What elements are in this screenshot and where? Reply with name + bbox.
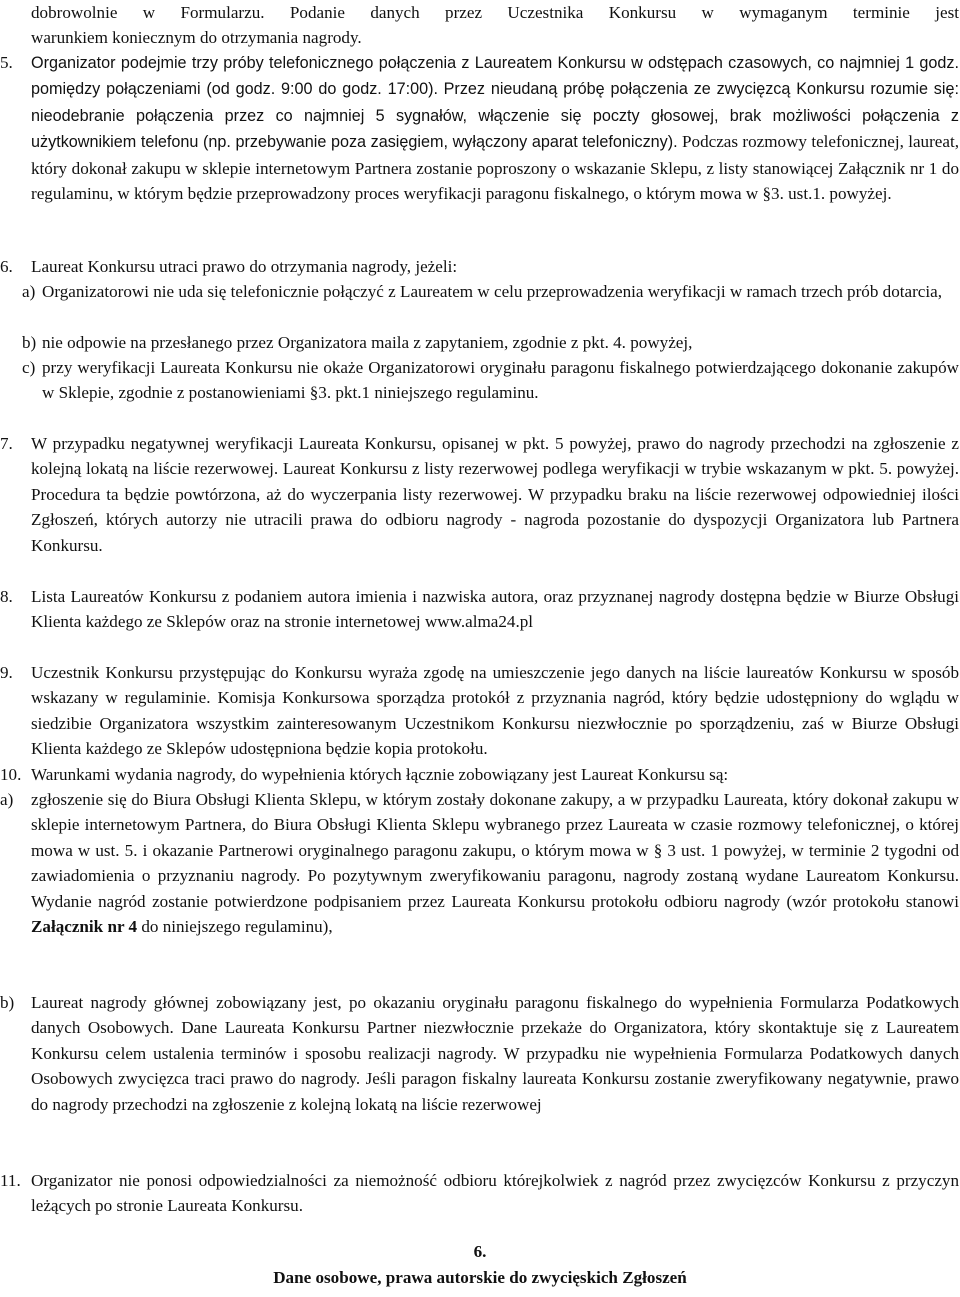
item-label: b): [22, 333, 37, 352]
item-a-text-2: do niniejszego regulaminu),: [141, 917, 333, 937]
paragraph-10-item-a: [0, 787, 959, 939]
paragraph-6: [0, 254, 959, 279]
item-text: nie odpowie na przesłanego przez Organizatora maila z zapytaniem, zgodnie z pkt. 4. powyżej,: [42, 333, 693, 352]
item-label: a): [0, 790, 14, 809]
paragraph-8: [0, 584, 959, 635]
item-b-text: Laureat nagrody głównej zobowiązany jest, po okazaniu oryginału paragonu fiskalnego do wypełnienia Formularza Podatkowych danych Osobowych. Dane Laureata Konkursu Partner niezwłocznie przekaże do Organizatora, który skontaktuje się z Laureatem Konkursu celem ustalenia terminów i sposobu realizacji nagrody. W przypadku nie wypełnienia Formularza Podatkowych danych Osobowych zwycięzca traci prawo do nagrody. Jeśli paragon fiskalny laureata Konkursu zostanie zweryfikowany negatywnie, prawo do nagrody przechodzi na zgłoszenie z kolejną lokatą na liście rezerwowej: [31, 993, 959, 1114]
paragraph-5-text-b: Przez nieudaną próbę połączenia ze zwycięzcą Konkursu rozumie się: nieodebranie połączenia przez co najmniej 5 sygnałów, włączenie się poczty głosowej, brak możliwości połączenia z użytkownikiem telefonu (np. przebywanie poza zasięgiem, wyłączony aparat telefoniczny).: [31, 80, 959, 152]
paragraph-5-text-c: Podczas rozmowy telefonicznej, laureat, który dokonał zakupu w sklepie internetowym Partnera zostanie poproszony o wskazanie Sklepu, z listy stanowiącej Załącznik nr 1 do regulaminu, w którym będzie przeprowadzony proces weryfikacji paragonu fiskalnego, o którym mowa w §3. ust.1. powyżej.: [31, 132, 959, 204]
paragraph-number: 6.: [0, 257, 13, 276]
item-text: przy weryfikacji Laureata Konkursu nie okaże Organizatorowi oryginału paragonu fiskalnego potwierdzającego dokonanie zakupów w Sklepie, zgodnie z postanowieniami §3. pkt.1 niniejszego regulaminu.: [42, 358, 959, 403]
item-label: a): [22, 282, 36, 301]
item-label: b): [0, 993, 15, 1012]
paragraph-10-item-b: [0, 990, 959, 1117]
paragraph-7-text: W przypadku negatywnej weryfikacji Laureata Konkursu, opisanej w pkt. 5 powyżej, prawo do nagrody przechodzi na zgłoszenie z kolejną lokatą na liście rezerwowej. Laureat Konkursu z listy rezerwowej podlega weryfikacji w trybie wskazanym w pkt. 5. powyżej. Procedura ta będzie powtórzona, aż do wyczerpania listy rezerwowej. W przypadku braku na liście rezerwowej odpowiedniej ilości Zgłoszeń, których autorzy nie utracili prawa do odbioru nagrody - nagroda pozostanie do dyspozycji Organizatora lub Partnera Konkursu.: [31, 434, 959, 555]
paragraph-number: 5.: [0, 53, 13, 72]
section-title: Dane osobowe, prawa autorskie do zwycięskich Zgłoszeń: [273, 1268, 687, 1287]
item-a-text-1: zgłoszenie się do Biura Obsługi Klienta Sklepu, w którym zostały dokonane zakupy, a w przypadku Laureata, który dokonał zakupu w sklepie internetowym Partnera, do Biura Obsługi Klienta Sklepu wybranego przez Laureata w czasie rozmowy telefonicznej, o której mowa w ust. 5. i okazanie Partnerowi oryginalnego paragonu zakupu, o którym mowa w § 3 ust. 1 powyżej, w terminie 2 tygodni od zawiadomienia o przyznaniu nagrody. Po pozytywnym zweryfikowaniu paragonu, nagrody zostaną wydane Laureatom Konkursu. Wydanie nagród zostanie potwierdzone podpisaniem przez Laureata Konkursu protokołu odbioru nagrody (wzór protokołu stanowi: [31, 790, 959, 911]
paragraph-number: 8.: [0, 587, 13, 606]
paragraph-number: 11.: [0, 1171, 21, 1190]
paragraph-11: [0, 1168, 959, 1219]
paragraph-5: [0, 50, 959, 206]
paragraph-6-item-c: [22, 355, 959, 406]
paragraph-number: 10.: [0, 765, 22, 784]
paragraph-6-item-b: [22, 330, 959, 355]
paragraph-11-text: Organizator nie ponosi odpowiedzialności za niemożność odbioru którejkolwiek z nagród przez zwycięzców Konkursu z przyczyn leżących po stronie Laureata Konkursu.: [31, 1171, 959, 1216]
paragraph-10: [0, 762, 959, 787]
intro-line-2: warunkiem koniecznym do otrzymania nagrody.: [31, 28, 362, 48]
paragraph-6-text: Laureat Konkursu utraci prawo do otrzymania nagrody, jeżeli:: [31, 257, 458, 276]
paragraph-number: 9.: [0, 663, 13, 682]
attachment-reference: Załącznik nr 4: [31, 917, 138, 937]
paragraph-6-item-a: [22, 279, 959, 304]
paragraph-5-text-a: Organizator podejmie trzy próby telefonicznego połączenia z Laureatem Konkursu w odstępach czasowych, co najmniej 1 godz. pomiędzy połączeniami (od godz. 9:00 do godz. 17:00).: [31, 54, 959, 99]
paragraph-number: 7.: [0, 434, 13, 453]
paragraph-9-text: Uczestnik Konkursu przystępując do Konkursu wyraża zgodę na umieszczenie jego danych na liście laureatów Konkursu w sposób wskazany w regulaminie. Komisja Konkursowa sporządza protokół z przyznania nagród, który będzie udostępniony do wglądu w siedzibie Organizatora wszystkim zainteresowanym Uczestnikom Konkursu niezwłocznie po sporządzeniu, zaś w Biurze Obsługi Klienta każdego ze Sklepów udostępniona będzie kopia protokołu.: [31, 663, 959, 759]
paragraph-7: [0, 431, 959, 558]
intro-paragraph: [31, 0, 959, 51]
item-text: Organizatorowi nie uda się telefonicznie połączyć z Laureatem w celu przeprowadzenia weryfikacji w ramach trzech prób dotarcia,: [42, 282, 942, 301]
paragraph-9: [0, 660, 959, 762]
paragraph-10-text: Warunkami wydania nagrody, do wypełnienia których łącznie zobowiązany jest Laureat Konkursu są:: [31, 765, 729, 784]
intro-line-1: dobrowolnie w Formularzu. Podanie danych przez Uczestnika Konkursu w wymaganym terminie jest: [31, 3, 959, 22]
section-number: 6.: [473, 1242, 487, 1261]
item-label: c): [22, 358, 36, 377]
paragraph-8-text: Lista Laureatów Konkursu z podaniem autora imienia i nazwiska autora, oraz przyznanej nagrody dostępna będzie w Biurze Obsługi Klienta każdego ze Sklepów oraz na stronie internetowej www.alma24.pl: [31, 587, 959, 632]
